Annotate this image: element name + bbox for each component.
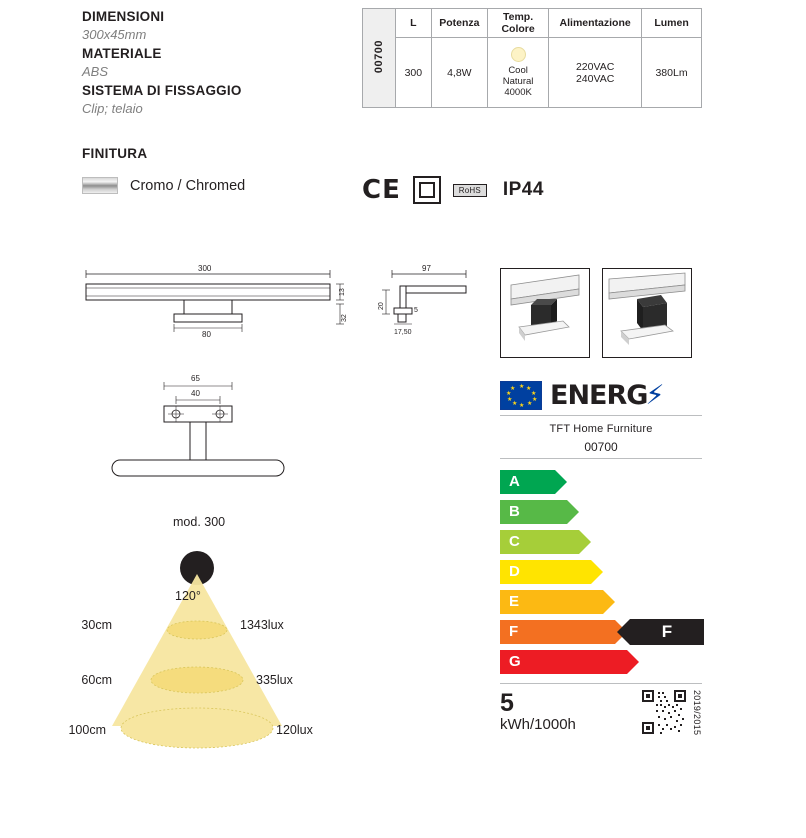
drawing-side-view (370, 262, 490, 367)
beam-distance-3: 100cm (68, 723, 106, 737)
col-header-l: L (396, 9, 432, 38)
energy-wordmark (550, 380, 663, 411)
spec-value-materiale: ABS (82, 64, 109, 79)
eu-flag-icon: ★ ★ ★ ★ ★ ★ ★ ★ ★ ★ (500, 381, 542, 410)
cct-line-2: Natural (502, 76, 534, 87)
energy-grade-scale (500, 468, 702, 675)
energy-footer (500, 683, 702, 735)
product-code: 00700 (373, 39, 385, 74)
grade-row (500, 648, 702, 675)
cell-voltage (549, 38, 642, 108)
dim-32: 32 (341, 314, 348, 322)
grade-row (500, 498, 702, 525)
beam-lux-2: 335lux (256, 673, 293, 687)
qr-code-icon (642, 690, 686, 734)
energy-word: ENERG (550, 380, 648, 411)
grade-letter-a: A (509, 473, 520, 490)
dim-13: 13 (339, 288, 346, 296)
dim-20: 20 (378, 302, 385, 310)
beam-diagram (60, 512, 360, 812)
beam-distance-1: 30cm (81, 618, 112, 632)
cct-line-3: 4000K (504, 87, 532, 98)
grade-letter-g: G (509, 653, 521, 670)
grade-letter-f: F (509, 623, 519, 640)
grade-letter-e: E (509, 593, 520, 610)
dim-5: 5 (414, 307, 418, 314)
grade-letter-d: D (509, 563, 520, 580)
finish-block (82, 146, 342, 194)
dim-97: 97 (422, 264, 431, 273)
grade-row (500, 468, 702, 495)
product-code-cell (363, 9, 396, 108)
finish-name: Cromo / Chromed (130, 177, 246, 194)
mounting-photo-1 (500, 268, 590, 358)
cell-cct (487, 38, 548, 108)
voltage-line-1: 220VAC (575, 60, 615, 73)
spec-label-materiale: MATERIALE (82, 46, 162, 61)
grade-row (500, 528, 702, 555)
certifications-row (362, 175, 544, 205)
energy-label (500, 380, 702, 735)
beam-distance-2: 60cm (81, 673, 112, 687)
col-header-alimentazione: Alimentazione (549, 9, 642, 38)
dim-80: 80 (202, 330, 211, 339)
beam-angle: 120° (175, 589, 201, 603)
finish-title: FINITURA (82, 146, 148, 161)
grade-letter-b: B (509, 503, 520, 520)
ip-rating: IP44 (502, 179, 544, 200)
table (362, 8, 702, 108)
voltage-line-2: 240VAC (575, 72, 615, 85)
consumption-unit: kWh/1000h (500, 716, 576, 733)
col-header-temp-colore: Temp. Colore (487, 9, 548, 38)
beam-lux-3: 120lux (276, 723, 313, 737)
col-header-lumen: Lumen (642, 9, 702, 38)
grade-letter-c: C (509, 533, 520, 550)
spec-label-dimensioni: DIMENSIONI (82, 9, 165, 24)
energy-brand: TFT Home Furniture (549, 423, 653, 435)
cct-line-1: Cool (508, 65, 528, 76)
drawing-top-view (78, 262, 358, 357)
spec-label-fissaggio: SISTEMA DI FISSAGGIO (82, 83, 242, 98)
cell-lumen: 380Lm (642, 38, 702, 108)
dim-40: 40 (191, 389, 200, 398)
beam-model: mod. 300 (173, 515, 226, 529)
drawing-front-view (78, 368, 308, 503)
consumption-block (500, 690, 576, 735)
energy-model: 00700 (500, 440, 702, 459)
grade-row (500, 558, 702, 585)
dim-300: 300 (198, 264, 212, 273)
col-header-potenza: Potenza (431, 9, 487, 38)
beam-lux-1: 1343lux (240, 618, 284, 632)
specifications-block (82, 8, 342, 119)
selected-grade-badge: F (630, 619, 704, 645)
chrome-swatch-icon (82, 177, 118, 194)
cell-power: 4,8W (431, 38, 487, 108)
specification-table (362, 8, 702, 108)
regulation-reference: 2019/2015 (692, 690, 702, 736)
mounting-photos (500, 268, 692, 358)
grade-row (500, 618, 702, 645)
rohs-icon: RoHS (453, 184, 487, 197)
ce-mark-icon: CE (362, 175, 401, 205)
finish-row (82, 177, 342, 194)
energy-label-header (500, 380, 702, 416)
table-row (363, 38, 702, 108)
table-header-row (363, 9, 702, 38)
mounting-photo-2 (602, 268, 692, 358)
cell-length: 300 (396, 38, 432, 108)
cct-color-dot-icon (511, 47, 526, 62)
lightning-bolt-icon: ⚡ (645, 380, 664, 411)
dim-17-50: 17,50 (394, 329, 412, 336)
spec-value-dimensioni: 300x45mm (82, 27, 147, 42)
grade-row (500, 588, 702, 615)
spec-value-fissaggio: Clip; telaio (82, 101, 143, 116)
consumption-value: 5 (500, 689, 514, 717)
class-two-icon (413, 176, 441, 204)
dim-65: 65 (191, 374, 200, 383)
